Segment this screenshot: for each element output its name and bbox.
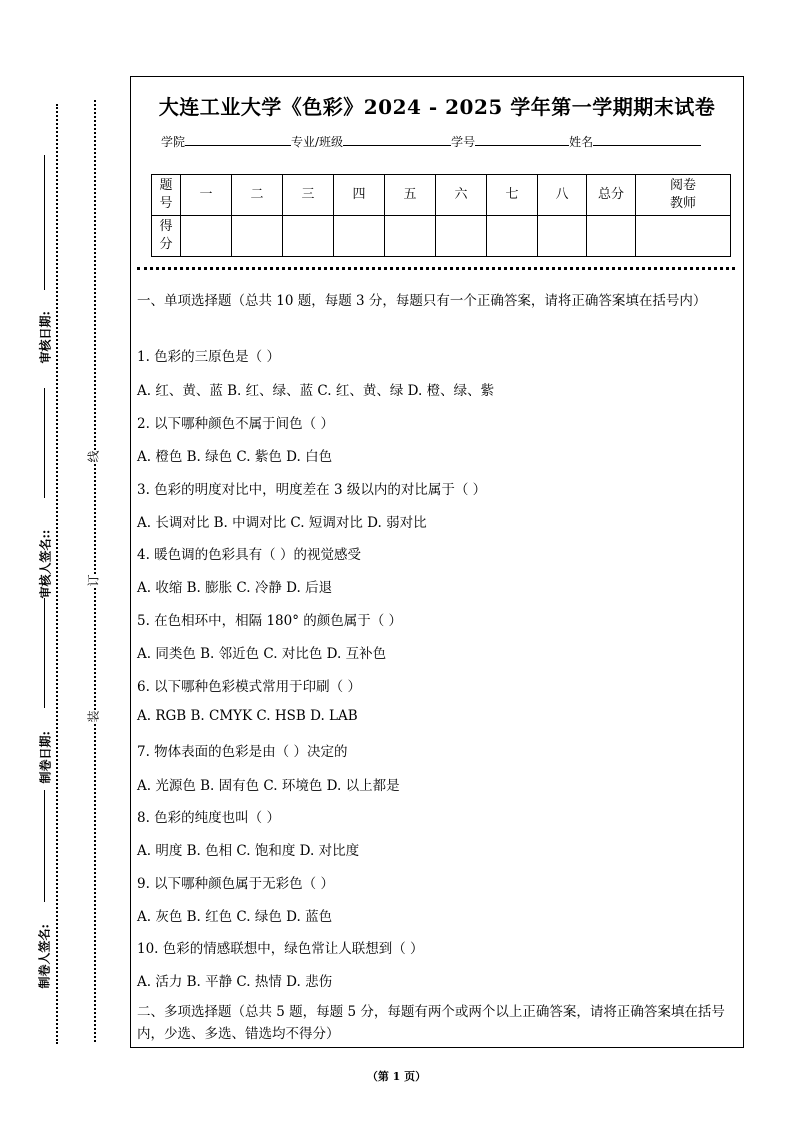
exam-page-frame [130, 76, 744, 1048]
binding-dotted-line-outer [56, 104, 58, 1044]
reviewer-sign-label: 审核人签名:: [38, 529, 53, 599]
student-id-field[interactable] [475, 133, 569, 146]
score-header-cell: 三 [283, 175, 334, 216]
review-date-label: 审核日期: [38, 311, 53, 364]
section-divider-dotted [137, 267, 735, 270]
question-text: 5. 在色相环中，相隔 180° 的颜色属于（ ） [137, 613, 403, 629]
question-options: A. 收缩 B. 膨胀 C. 冷静 D. 后退 [137, 580, 333, 596]
college-label: 学院 [161, 135, 186, 149]
question-options: A. 灰色 B. 红色 C. 绿色 D. 蓝色 [137, 909, 333, 925]
question-text: 8. 色彩的纯度也叫（ ） [137, 810, 280, 826]
question-text: 2. 以下哪种颜色不属于间色（ ） [137, 416, 334, 432]
score-header-cell: 五 [385, 175, 436, 216]
binding-mark-line: 线 [86, 450, 101, 463]
major-class-field[interactable] [343, 133, 451, 146]
score-header-cell: 一 [181, 175, 232, 216]
section1-heading: 一、单项选择题（总共 10 题，每题 3 分，每题只有一个正确答案，请将正确答案填在括号内） [137, 293, 707, 309]
score-header-cell [152, 175, 181, 216]
score-cell[interactable] [487, 216, 538, 257]
score-table-header-row [152, 175, 731, 216]
score-cell[interactable] [385, 216, 436, 257]
grader-label: 阅卷教师 [669, 178, 696, 211]
score-cell[interactable] [181, 216, 232, 257]
score-cell[interactable] [334, 216, 385, 257]
binding-dotted-line-inner [94, 100, 96, 1042]
score-row-label-cell [152, 216, 181, 257]
question-text: 4. 暖色调的色彩具有（ ）的视觉感受 [137, 547, 361, 563]
make-date-line [44, 598, 45, 708]
question-text: 6. 以下哪种色彩模式常用于印刷（ ） [137, 679, 361, 695]
question-options: A. 橙色 B. 绿色 C. 紫色 D. 白色 [137, 449, 333, 465]
score-table [151, 174, 731, 257]
major-class-label: 专业/班级 [291, 135, 344, 149]
score-header-cell: 七 [487, 175, 538, 216]
page-number: （第 1 页） [366, 1070, 427, 1083]
reviewer-sign-line [44, 388, 45, 498]
make-date-label: 制卷日期: [38, 731, 53, 784]
score-header-cell: 六 [436, 175, 487, 216]
score-total-cell[interactable] [587, 216, 636, 257]
question-text: 1. 色彩的三原色是（ ） [137, 349, 280, 365]
student-info-row [161, 133, 701, 150]
score-table-score-row [152, 216, 731, 257]
score-row-label: 得 分 [159, 219, 173, 252]
student-id-label: 学号 [451, 135, 476, 149]
maker-sign-label: 制卷人签名: [37, 924, 52, 989]
score-header-cell: 四 [334, 175, 385, 216]
section2-heading: 二、多项选择题（总共 5 题，每题 5 分，每题有两个或两个以上正确答案，请将正确答案填在括号内，少选、多选、错选均不得分） [137, 1004, 725, 1042]
question-options: A. 光源色 B. 固有色 C. 环境色 D. 以上都是 [137, 778, 400, 794]
question-options: A. RGB B. CMYK C. HSB D. LAB [137, 708, 358, 724]
question-text: 10. 色彩的情感联想中，绿色常让人联想到（ ） [137, 941, 424, 957]
question-options: A. 活力 B. 平静 C. 热情 D. 悲伤 [137, 974, 333, 990]
grader-cell[interactable] [636, 216, 731, 257]
score-cell[interactable] [283, 216, 334, 257]
question-options: A. 同类色 B. 邻近色 C. 对比色 D. 互补色 [137, 646, 387, 662]
question-options: A. 红、黄、蓝 B. 红、绿、蓝 C. 红、黄、绿 D. 橙、绿、紫 [137, 383, 495, 399]
question-text: 3. 色彩的明度对比中，明度差在 3 级以内的对比属于（ ） [137, 482, 487, 498]
score-header-number-label: 题号 [159, 178, 173, 211]
maker-sign-line [44, 790, 45, 902]
binding-mark-ding: 订 [86, 574, 101, 587]
exam-title: 大连工业大学《色彩》2024 - 2025 学年第一学期期末试卷 [158, 95, 716, 119]
review-date-line [44, 155, 45, 290]
score-cell[interactable] [232, 216, 283, 257]
score-header-total: 总分 [587, 175, 636, 216]
binding-mark-zhuang: 装 [86, 710, 101, 723]
score-cell[interactable] [538, 216, 587, 257]
college-field[interactable] [185, 133, 291, 146]
score-header-cell: 八 [538, 175, 587, 216]
score-cell[interactable] [436, 216, 487, 257]
score-header-grader [636, 175, 731, 216]
question-text: 7. 物体表面的色彩是由（ ）决定的 [137, 744, 348, 760]
name-field[interactable] [593, 133, 701, 146]
question-options: A. 长调对比 B. 中调对比 C. 短调对比 D. 弱对比 [137, 515, 427, 531]
question-text: 9. 以下哪种颜色属于无彩色（ ） [137, 876, 334, 892]
question-options: A. 明度 B. 色相 C. 饱和度 D. 对比度 [137, 843, 360, 859]
name-label: 姓名 [569, 135, 594, 149]
score-header-cell: 二 [232, 175, 283, 216]
